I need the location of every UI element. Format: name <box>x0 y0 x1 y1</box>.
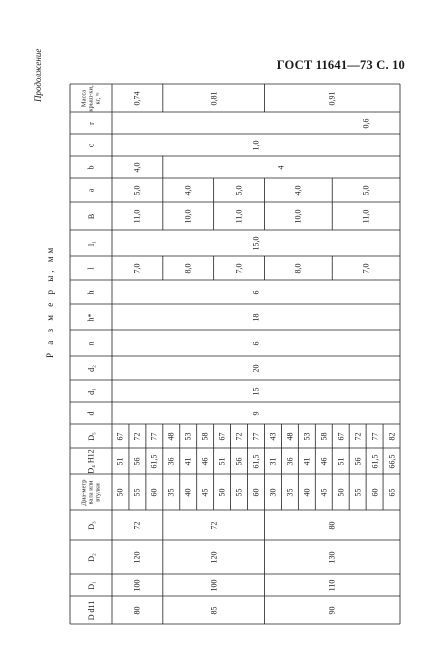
group-D3: 72 <box>209 521 219 529</box>
column-header-n: n <box>86 341 96 345</box>
group-D_d11: 85 <box>209 606 219 614</box>
cell-d5: 43 <box>268 432 278 440</box>
cell-pipe: 65 <box>387 488 397 496</box>
cell-pipe: 50 <box>115 488 125 496</box>
group-D3: 72 <box>132 521 142 529</box>
column-header-d1: d₁ <box>86 387 96 395</box>
cell-common-r: 0,6 <box>361 118 371 128</box>
cell-d4: 61,5 <box>149 454 159 468</box>
cell-pipe: 60 <box>251 488 261 496</box>
cell-b-first: 4,0 <box>132 162 142 172</box>
cell-d5: 77 <box>251 432 261 440</box>
cell-d4: 61,5 <box>251 454 261 468</box>
cell-a: 4,0 <box>293 185 303 195</box>
cell-l: 8,0 <box>293 263 303 273</box>
column-header-h: h <box>86 290 96 294</box>
column-header-pipe: Диа-метр вала или втулки <box>80 478 102 506</box>
cell-d5: 77 <box>370 432 380 440</box>
group-D2: 130 <box>327 551 337 563</box>
cell-common-d: 9 <box>251 411 261 415</box>
cell-pipe: 40 <box>302 488 312 496</box>
column-header-D2: D₂ <box>86 552 96 562</box>
cell-pipe: 30 <box>268 488 278 496</box>
dimensions-text: Р а з м е р ы, мм <box>45 244 55 358</box>
cell-d4: 41 <box>183 457 193 465</box>
cell-d5: 48 <box>285 432 295 440</box>
cell-d5: 72 <box>132 432 142 440</box>
cell-b-main: 4 <box>276 165 286 169</box>
cell-d4: 46 <box>200 457 210 465</box>
cell-l: 7,0 <box>361 263 371 273</box>
cell-d4: 46 <box>319 457 329 465</box>
cell-d4: 56 <box>353 457 363 465</box>
cell-d4: 36 <box>285 457 295 465</box>
cell-a: 5,0 <box>132 185 142 195</box>
cell-pipe: 55 <box>234 488 244 496</box>
cell-pipe: 45 <box>319 488 329 496</box>
column-header-r: r <box>86 121 96 125</box>
cell-B: 10,0 <box>293 209 303 223</box>
cell-common-l1: 15,0 <box>251 236 261 250</box>
column-header-d2: d₂ <box>86 364 96 372</box>
cell-pipe: 50 <box>217 488 227 496</box>
column-header-D4: D₄ H12 <box>86 448 96 474</box>
cell-a: 5,0 <box>234 185 244 195</box>
cell-d5: 58 <box>200 432 210 440</box>
cell-B: 11,0 <box>361 209 371 223</box>
cell-common-d1: 15 <box>251 387 261 395</box>
column-header-D5: D₅ <box>86 431 96 441</box>
group-D_d11: 90 <box>327 606 337 614</box>
cell-l: 7,0 <box>234 263 244 273</box>
cell-d4: 51 <box>217 457 227 465</box>
cell-d5: 53 <box>183 432 193 440</box>
group-D1: 100 <box>132 579 142 591</box>
continuation-text: Продолжение <box>33 48 43 102</box>
cell-pipe: 55 <box>132 488 142 496</box>
cell-d4: 66,5 <box>387 454 397 468</box>
cell-d4: 56 <box>234 457 244 465</box>
cell-d5: 58 <box>319 432 329 440</box>
column-header-B: B <box>86 213 96 219</box>
cell-d5: 67 <box>115 432 125 440</box>
cell-common-c: 1,0 <box>251 140 261 150</box>
cell-B: 11,0 <box>132 209 142 223</box>
cell-d5: 72 <box>234 432 244 440</box>
cell-d4: 56 <box>132 457 142 465</box>
cell-d5: 72 <box>353 432 363 440</box>
cell-pipe: 60 <box>149 488 159 496</box>
cell-d4: 51 <box>336 457 346 465</box>
cell-common-d2: 20 <box>251 364 261 372</box>
column-header-mass: Масса крыш-ки, кг, ≈ <box>80 84 102 112</box>
cell-common-h_star: 18 <box>251 313 261 321</box>
column-header-D3: D₃ <box>86 520 96 530</box>
cell-a: 5,0 <box>361 185 371 195</box>
column-header-l1: l₁ <box>86 240 96 246</box>
cell-mass: 0,74 <box>132 91 142 105</box>
group-D_d11: 80 <box>132 606 142 614</box>
column-header-b: b <box>86 165 96 169</box>
cell-d4: 41 <box>302 457 312 465</box>
cell-a: 4,0 <box>183 185 193 195</box>
cell-pipe: 50 <box>336 488 346 496</box>
cell-d5: 67 <box>217 432 227 440</box>
cell-d5: 53 <box>302 432 312 440</box>
cell-d4: 31 <box>268 457 278 465</box>
cell-d5: 77 <box>149 432 159 440</box>
cell-l: 7,0 <box>132 263 142 273</box>
cell-pipe: 45 <box>200 488 210 496</box>
cell-d5: 48 <box>166 432 176 440</box>
cell-l: 8,0 <box>183 263 193 273</box>
group-D2: 120 <box>132 551 142 563</box>
column-header-l: l <box>86 266 96 270</box>
cell-d5: 82 <box>387 432 397 440</box>
group-D1: 110 <box>327 579 337 591</box>
cell-d4: 51 <box>115 457 125 465</box>
column-header-c: c <box>86 143 96 147</box>
column-header-a: a <box>86 188 96 192</box>
cell-d5: 67 <box>336 432 346 440</box>
cell-mass: 0,81 <box>209 91 219 105</box>
cell-mass: 0,91 <box>327 91 337 105</box>
group-D1: 100 <box>209 579 219 591</box>
column-header-h_star: h* <box>86 313 96 321</box>
group-D3: 80 <box>327 521 337 529</box>
cell-common-h: 6 <box>251 290 261 294</box>
cell-common-n: 6 <box>251 341 261 345</box>
group-D2: 120 <box>209 551 219 563</box>
cell-pipe: 60 <box>370 488 380 496</box>
cell-B: 11,0 <box>234 209 244 223</box>
page-header: ГОСТ 11641—73 С. 10 <box>276 58 405 72</box>
cell-pipe: 35 <box>166 488 176 496</box>
cell-pipe: 55 <box>353 488 363 496</box>
cell-d4: 61,5 <box>370 454 380 468</box>
column-header-D_d11: D d11 <box>86 600 96 620</box>
cell-d4: 36 <box>166 457 176 465</box>
cell-B: 10,0 <box>183 209 193 223</box>
column-header-D1: D₁ <box>86 580 96 590</box>
column-header-d: d <box>86 411 96 415</box>
cell-pipe: 35 <box>285 488 295 496</box>
cell-pipe: 40 <box>183 488 193 496</box>
